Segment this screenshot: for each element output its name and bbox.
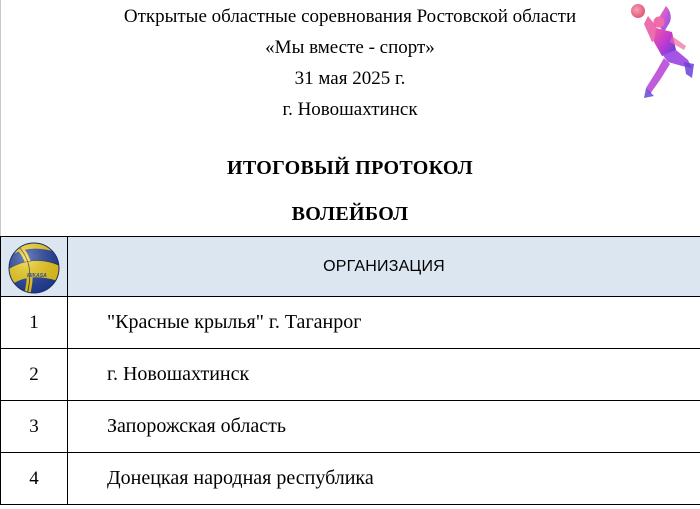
sport-title: ВОЛЕЙБОЛ <box>291 203 409 225</box>
place-cell: 3 <box>1 401 68 453</box>
event-date: 31 мая 2025 г. <box>294 68 406 89</box>
organization-cell: Запорожская область <box>68 401 700 453</box>
table-row <box>1 297 700 349</box>
protocol-title: ИТОГОВЫЙ ПРОТОКОЛ <box>227 157 473 179</box>
organization-cell: Донецкая народная республика <box>68 453 700 505</box>
results-table <box>0 236 700 505</box>
table-header-row <box>1 237 700 297</box>
table-row <box>1 349 700 401</box>
organization-cell: "Красные крылья" г. Таганрог <box>68 297 700 349</box>
table-row <box>1 453 700 505</box>
document-header <box>0 0 700 125</box>
place-cell: 4 <box>1 453 68 505</box>
place-cell: 2 <box>1 349 68 401</box>
organization-cell: г. Новошахтинск <box>68 349 700 401</box>
ball-header-cell <box>1 237 68 297</box>
volleyball-icon <box>7 241 61 295</box>
event-slogan: «Мы вместе - спорт» <box>265 37 435 58</box>
volleyball-player-icon <box>626 2 696 100</box>
event-city: г. Новошахтинск <box>282 99 418 120</box>
table-row <box>1 401 700 453</box>
place-cell: 1 <box>1 297 68 349</box>
event-title: Открытые областные соревнования Ростовской области <box>123 6 577 27</box>
organization-column-header: ОРГАНИЗАЦИЯ <box>68 237 700 297</box>
